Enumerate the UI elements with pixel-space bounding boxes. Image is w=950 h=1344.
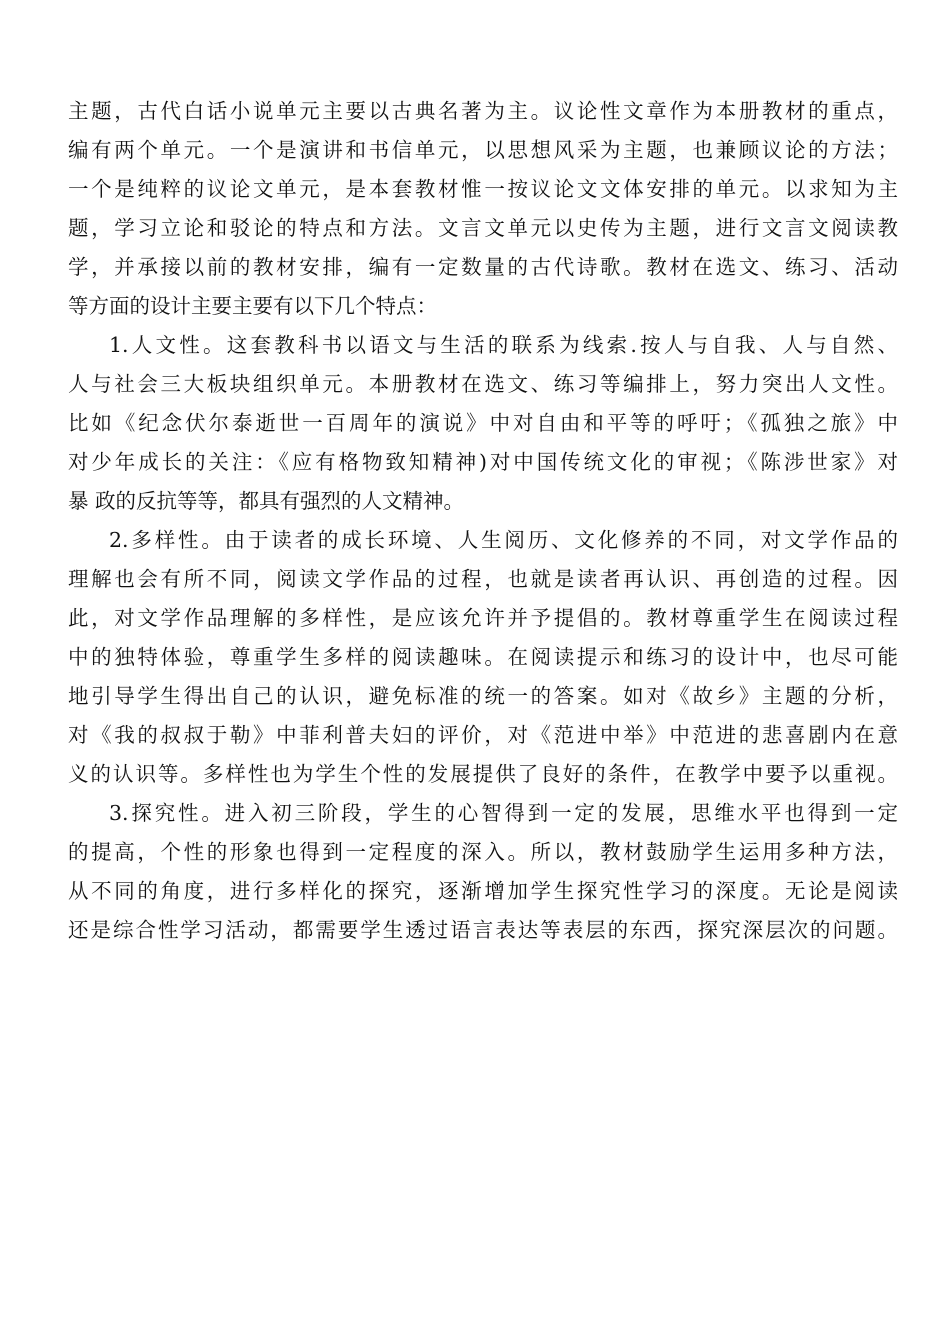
text-line: 义的认识等。多样性也为学生个性的发展提供了良好的条件，在教学中要予以重视。 (68, 762, 898, 786)
text-line: 3.探究性。进入初三阶段，学生的心智得到一定的发展，思维水平也得到一定 (109, 801, 898, 825)
text-line: 中的独特体验，尊重学生多样的阅读趣味。在阅读提示和练习的设计中，也尽可能 (68, 645, 898, 669)
text-line: 地引导学生得出自己的认识，避免标准的统一的答案。如对《故乡》主题的分析， (68, 684, 898, 708)
paragraph-humanistic (68, 326, 898, 521)
text-line: 理解也会有所不同，阅读文学作品的过程，也就是读者再认识、再创造的过程。因 (68, 567, 898, 591)
paragraph-inquiry (68, 794, 898, 950)
text-line: 主题，古代白话小说单元主要以古典名著为主。议论性文章作为本册教材的重点， (68, 99, 898, 123)
paragraph-intro (68, 92, 898, 326)
text-line: 的提高，个性的形象也得到一定程度的深入。所以，教材鼓励学生运用多种方法， (68, 840, 898, 864)
paragraph-diversity (68, 521, 898, 794)
text-line: 编有两个单元。一个是演讲和书信单元，以思想风采为主题，也兼顾议论的方法； (68, 138, 898, 162)
text-line: 学，并承接以前的教材安排，编有一定数量的古代诗歌。教材在选文、练习、活动 (68, 255, 898, 279)
text-line: 暴 政的反抗等等，都具有强烈的人文精神。 (68, 489, 465, 513)
text-line: 还是综合性学习活动，都需要学生透过语言表达等表层的东西，探究深层次的问题。 (68, 918, 898, 942)
text-line: 一个是纯粹的议论文单元，是本套教材惟一按议论文文体安排的单元。以求知为主 (68, 177, 898, 201)
text-line: 1.人文性。这套教科书以语文与生活的联系为线索.按人与自我、人与自然、 (109, 333, 898, 357)
text-line: 对《我的叔叔于勒》中菲利普夫妇的评价，对《范进中举》中范进的悲喜剧内在意 (68, 723, 898, 747)
text-line: 等方面的设计主要主要有以下几个特点： (68, 294, 437, 318)
document-body (68, 92, 898, 950)
text-line: 2.多样性。由于读者的成长环境、人生阅历、文化修养的不同，对文学作品的 (109, 528, 898, 552)
text-line: 对少年成长的关注：《应有格物致知精神)对中国传统文化的审视；《陈涉世家》对 (68, 450, 898, 474)
text-line: 比如《纪念伏尔泰逝世一百周年的演说》中对自由和平等的呼吁；《孤独之旅》中 (68, 411, 898, 435)
text-line: 从不同的角度，进行多样化的探究，逐渐增加学生探究性学习的深度。无论是阅读 (68, 879, 898, 903)
text-line: 人与社会三大板块组织单元。本册教材在选文、练习等编排上，努力突出人文性。 (68, 372, 898, 396)
text-line: 此，对文学作品理解的多样性，是应该允许并予提倡的。教材尊重学生在阅读过程 (68, 606, 898, 630)
text-line: 题，学习立论和驳论的特点和方法。文言文单元以史传为主题，进行文言文阅读教 (68, 216, 898, 240)
